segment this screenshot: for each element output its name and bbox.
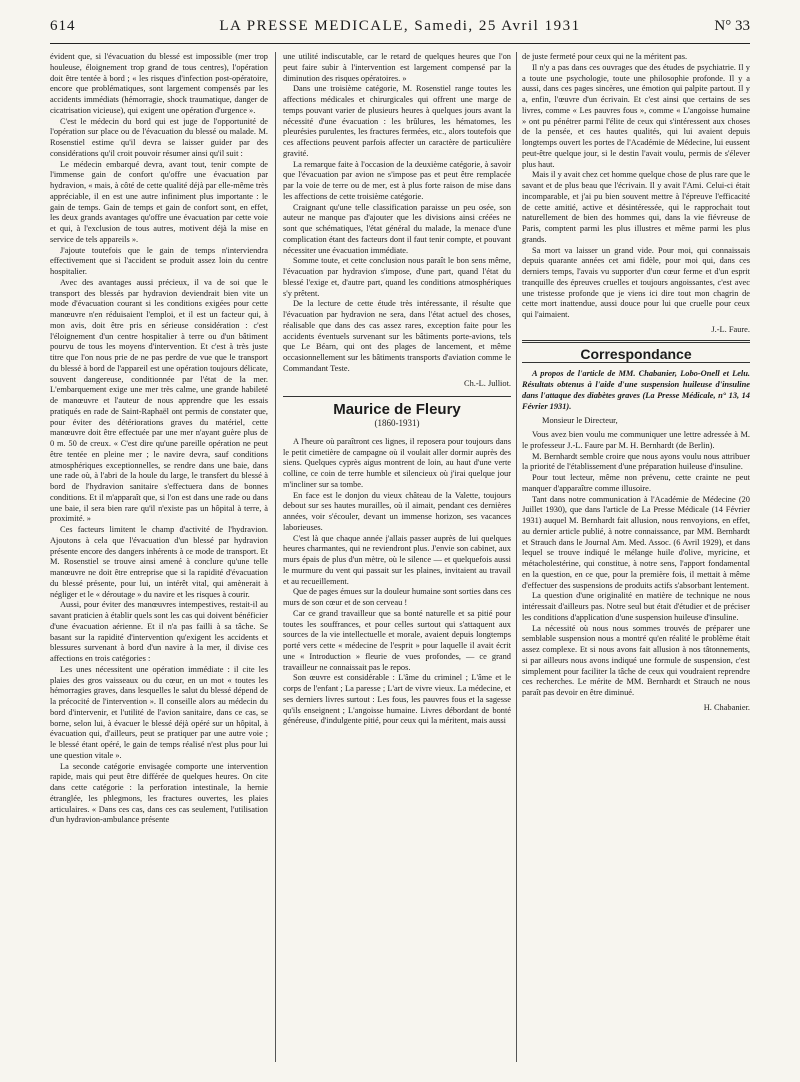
paragraph: La nécessité où nous nous sommes trouvés de préparer une semblable suspension nous a montré qu'en réalité le problème était assez complexe. Et si nous avons fait allusion à nos tâtonnements, si par ailleurs nous avons indiqué une formule de suspension, c'est simplement pour faciliter la tâche de ceux qui voudraient reprendre ces recherches. Le mérite de MM. Bernhardt et Strauch ne nous paraît pas devoir en être diminué.: [522, 623, 750, 697]
paragraph: évident que, si l'évacuation du blessé est impossible (mer trop houleuse, éloignement trop grand de tous centres), l'opération doit être tentée à bord ; « les risques d'infection post-opératoire, encore que problématiques, sont largement compensés par les accidents immédiats (hémorragie, shock traumatique, danger de cicatrisation vicieuse), qui exigent une opération d'urgence ».: [50, 52, 268, 115]
paragraph: Avec des avantages aussi précieux, il va de soi que le transport des blessés par hydravion deviendrait bien vite un mode d'évacuation courant si les conditions exigées pour cette manœuvre n'en réduisaient l'emploi, et il est un facteur qui, à mon avis, doit être pris en sérieuse considération : c'est l'éloignement d'un centre hospitalier à terre ou d'un bâtiment pourvu de tous les moyens d'intervention. Et c'est à très juste titre que l'on nous prie de ne pas perdre de vue que le transport du blessé à bord de l'appareil est une opération toujours délicate, souvent dangereuse, conditionnée par l'état de la mer. L'embarquement exige une mer très calme, une grande habileté de manœuvre et l'auteur de nous apprendre que les essais pratiqués en rade de Saint-Raphaël ont permis de constater que, pour éviter des détériorations graves du matériel, cette manœuvre doit être effectuée par une mer n'ayant guère plus de 0 m. 50 de creux. « C'est dire qu'une pareille opération ne peut être tentée en pleine mer ; le navire devra, sauf conditions atmosphériques exceptionnelles, se rendre dans une baie, dans une rade où, à l'abri de la houle du large, le transfert du blessé à bord de l'hydravion sanitaire s'effectuera dans de bonnes conditions. Et il m'apparaît que, si l'on est dans une rade ou dans une baie, il sera bien rare qu'il n'existe pas un hôpital à terre, à proximité. »: [50, 277, 268, 524]
page-number: 614: [50, 18, 76, 34]
paragraph: Aussi, pour éviter des manœuvres intempestives, restait-il au savant praticien à établir quels sont les cas qui doivent bénéficier d'une évacuation aérienne. Et il n'a pas failli à sa tâche. Se basant sur la rapidité d'intervention qu'exigent les accidents et blessures survenant à bord d'un navire à la mer, il divise ces affections en trois catégories :: [50, 600, 268, 663]
paragraph: Les unes nécessitent une opération immédiate : il cite les plaies des gros vaisseaux ou du cœur, en un mot « toutes les hémorragies graves, dans lesquelles le salut du blessé dépend de la précocité de l'intervention ». Il conseille alors au médecin du bord d'intervenir, et l'utilité de l'avion sanitaire, dans ce cas, se borne, selon lui, à évacuer le blessé déjà opéré sur un hôpital, à évacuation qui, d'ailleurs, peut se pratiquer par une autre voie ; le blessé étant opéré, le gain de temps réalisé n'est plus pour lui une question vitale ».: [50, 664, 268, 760]
author-signature: H. Chabanier.: [703, 702, 750, 712]
paragraph: C'est là que chaque année j'allais passer auprès de lui quelques heures charmantes, qui ne reviendront plus. J'envie son cabinet, aux murs épais de plus d'un mètre, où le silence — et quelquefois aussi le murmure du vent qui passait sur les plaines, invitaient au travail et au recueillement.: [283, 533, 511, 586]
paragraph: Que de pages émues sur la douleur humaine sont sorties dans ces murs de son cœur et de son cerveau !: [283, 587, 511, 607]
obituary-title: Maurice de Fleury: [333, 401, 461, 419]
paragraph: Mais il y avait chez cet homme quelque chose de plus rare que le savant et de plus beau que l'écrivain. Il y avait l'Ami. Celui-ci était incomparable, et j'ai pu bien souvent mettre à l'épreuve l'efficacité de cette amitié, active et désintéressée, qui le rapprochait tout naturellement de bien des hommes qui, dans la vie fiévreuse de Paris, comptent parmi les plus illustres et même parmi les plus grands.: [522, 170, 750, 244]
paragraph: Craignant qu'une telle classification paraisse un peu osée, son auteur ne manque pas d'ajouter que les divisions ainsi créées ne sont que schématiques, l'état général du malade, la menace d'une complication étant des facteurs dont il faut tenir compte, et pouvant nécessiter une évacuation immédiate.: [283, 202, 511, 255]
paragraph: La seconde catégorie envisagée comporte une intervention rapide, mais qui peut être différée de quelques heures. On cite dans cette catégorie : la perforation intestinale, la hernie étranglée, les phlegmons, les fractures ouvertes, les plaies articulaires. « Dans ces cas, dans ces cas seulement, l'utilisation d'un hydravion-ambulance présente: [50, 761, 268, 825]
paragraph: J'ajoute toutefois que le gain de temps n'interviendra effectivement que si l'accident se produit assez loin du centre hospitalier.: [50, 245, 268, 276]
paragraph: Tant dans notre communication à l'Académie de Médecine (20 Juillet 1930), que dans l'article de La Presse Médicale (14 Février 1931) auquel M. Bernhardt fait allusion, nous renvoyions, en effet, au dernier article publié, à notre connaissance, par MM. Bernhardt et Strauch dans le Journal Am. Med. Assoc. (6 Avril 1929), et dans lequel se trouve indiqué le mélange huile d'olive, myricine, et métacholestérine, qui constitue, à notre sens, l'apport fondamental en la question, en ce que, pour la première fois, il mettait à même d'effectuer des suspensions de produits actifs s'absorbant lentement.: [522, 494, 750, 590]
author-signature: J.-L. Faure.: [711, 324, 750, 334]
column-right: [522, 52, 750, 1072]
paragraph: La question d'une originalité en matière de technique ne nous intéressait d'ailleurs pas. Notre seul but était d'étudier et de préciser les conditions d'application d'une suspension huileuse d'insuline.: [522, 591, 750, 622]
journal-title: LA PRESSE MEDICALE, Samedi, 25 Avril 1931: [219, 18, 581, 34]
paragraph: De la lecture de cette étude très intéressante, il résulte que l'évacuation par hydravion ne sera, dans l'état actuel des choses, réalisable que dans des cas assez rares, exception faite pour les accidents éventuels survenant sur les bâtiments porte-avions, tels que Le Béarn, qui ont des plages de lancement, et même occasionnellement sur les bâtiments transports d'aviation comme le Commandant Teste.: [283, 299, 511, 373]
paragraph: A l'heure où paraîtront ces lignes, il reposera pour toujours dans le petit cimetière de campagne où il voulait aller dormir auprès des siens. Quelques cyprès aigus montrent de loin, au haut d'une verte colline, ce coin de terre humble et silencieux où j'irai quelque jour m'incliner sur sa tombe.: [283, 436, 511, 489]
paragraph: La remarque faite à l'occasion de la deuxième catégorie, à savoir que l'évacuation par avion ne s'impose pas et peut être remplacée par la voie de terre ou de mer, est à plus forte raison de mise dans les affections de cette troisième catégorie.: [283, 159, 511, 201]
section-rule: [283, 396, 511, 397]
paragraph: Vous avez bien voulu me communiquer une lettre adressée à M. le professeur J.-L. Faure par M. H. Bernhardt (de Berlin).: [522, 430, 750, 450]
paragraph: Sa mort va laisser un grand vide. Pour moi, qui connaissais depuis quarante années cet ami fidèle, pour moi qui, dans ces derniers temps, l'avais vu supporter d'un cœur ferme et d'un esprit tranquille des épreuves cruelles et toujours angoissantes, c'est avec une tristesse profonde que je viens ici dire tout mon chagrin de cette mort inattendue, aussi douce pour lui que cruelle pour ceux qui l'aimaient.: [522, 245, 750, 319]
paragraph: Pour tout lecteur, même non prévenu, cette crainte ne peut manquer d'apparaître comme illusoire.: [522, 473, 750, 493]
issue-number: N° 33: [714, 18, 750, 34]
column-middle: [283, 52, 511, 1072]
author-signature: Ch.-L. Julliot.: [464, 378, 511, 388]
paragraph: Son œuvre est considérable : L'âme du criminel ; L'âme et le corps de l'enfant ; La paresse ; L'art de vivre vieux. La médecine, et ses derniers livres surtout : Les fous, les pauvres fous et la sagesse qu'ils enseignent ; L'angoisse humaine. Livres débordant de bonté généreuse, d'indulgente pitié, pour ceux qui la méritent, mais aussi: [283, 673, 511, 726]
paragraph: Le médecin embarqué devra, avant tout, tenir compte de l'immense gain de confort qu'offre une évacuation par hydravion, « mais, à côté de cette qualité déjà par elle-même très appréciable, il en est une autre infiniment plus importante : le gain de temps. Gain de temps et gain de confort sont, en effet, les deux grands avantages qu'offre une évacuation par cette voie et qui, à l'exclusion de tous autres, motivent déjà la mise en service de tels appareils ».: [50, 159, 268, 244]
paragraph: Dans une troisième catégorie, M. Rosenstiel range toutes les affections médicales et chirurgicales qui offrent une marge de temps pouvant varier de plusieurs heures à quelques jours avant la nécessité d'une évacuation : les brûlures, les hématomes, les pleurésies purulentes, les fractures fermées, etc., alors toutefois que ces affections peuvent parfois affecter un caractère de particulière gravité.: [283, 84, 511, 158]
paragraph: M. Bernhardt semble croire que nous ayons voulu nous attribuer la priorité de l'établissement d'une préparation huileuse d'insuline.: [522, 451, 750, 472]
paragraph: une utilité indiscutable, car le retard de quelques heures que l'on peut faire subir à l'intervention est largement compensé par la diminution des risques opératoires. »: [283, 52, 511, 83]
paragraph: Somme toute, et cette conclusion nous paraît le bon sens même, l'évacuation par hydravion s'impose, d'une part, quand l'état du blessé l'exige et, d'autre part, quand les conditions atmosphériques s'y prêtent.: [283, 256, 511, 298]
correspondence-reference: A propos de l'article de MM. Chabanier, Lobo-Onell et Lelu. Résultats obtenus à l'aide d'une suspension huileuse d'insuline dans l'attaque des diabètes graves (La Presse Médicale, n° 13, 14 Février 1931).: [522, 369, 750, 411]
salutation: Monsieur le Directeur,: [542, 416, 618, 426]
obituary-dates: (1860-1931): [374, 418, 420, 428]
header-rule: [50, 43, 750, 44]
paragraph: Il n'y a pas dans ces ouvrages que des études de psychiatrie. Il y a toute une psychologie, toute une philosophie profonde. Il y a aussi, dans ces pages sincères, une émotion qui palpite partout. Il y a, enfin, l'œuvre d'un écrivain. Et c'est ainsi que certains de ses livres, comme « Les pauvres fous », comme « L'angoisse humaine » ont pu pénétrer parmi l'élite de ceux qui s'intéressent aux choses de la pensée, et ces hautes qualités, qui lui avaient depuis longtemps ouvert les portes de l'Académie de Médecine, lui eussent peut-être quelque jour, si le destin l'avait voulu, permis de s'élever plus haut.: [522, 62, 750, 169]
paragraph: En face est le donjon du vieux château de la Valette, toujours debout sur ses hautes murailles, où il aimait, pendant ces dernières années, voir s'écouler, devant un immense horizon, ses vacances laborieuses.: [283, 490, 511, 532]
column-divider: [275, 52, 276, 1062]
paragraph: de juste fermeté pour ceux qui ne la méritent pas.: [522, 52, 688, 61]
page-header: [50, 18, 750, 40]
paragraph: C'est le médecin du bord qui est juge de l'opportunité de l'opération sur place ou de l'évacuation du blessé ou malade. M. Rosenstiel estime qu'il devra se laisser guider par des considérations qu'il croit pouvoir résumer ainsi qu'il suit :: [50, 116, 268, 158]
column-divider: [516, 52, 517, 1062]
paragraph: Ces facteurs limitent le champ d'activité de l'hydravion. Ajoutons à cela que l'évacuation d'un blessé par hydravion présente encore des dangers inhérents à ce mode de transport. Et M. Rosenstiel se trouve ainsi amené à conclure qu'une telle manœuvre ne doit être entreprise que si la rapidité d'évacuation du blessé présente, pour lui, un intérêt vital, qui amènerait à négliger et le « déroutage » du navire et les risques à courir.: [50, 525, 268, 599]
paragraph: Car ce grand travailleur que sa bonté naturelle et sa pitié pour toutes les souffrances, et pour celles surtout qui s'attaquent aux sources de la vie intellectuelle et morale, avaient depuis longtemps porté vers cette « médecine de l'esprit » pour laquelle il avait écrit une « Introduction » fleurie de vues profondes, — ce grand travailleur ne connaissait pas le repos.: [283, 608, 511, 672]
section-rule: [522, 340, 750, 343]
correspondence-title: Correspondance: [522, 349, 750, 364]
column-left: [50, 52, 268, 1072]
